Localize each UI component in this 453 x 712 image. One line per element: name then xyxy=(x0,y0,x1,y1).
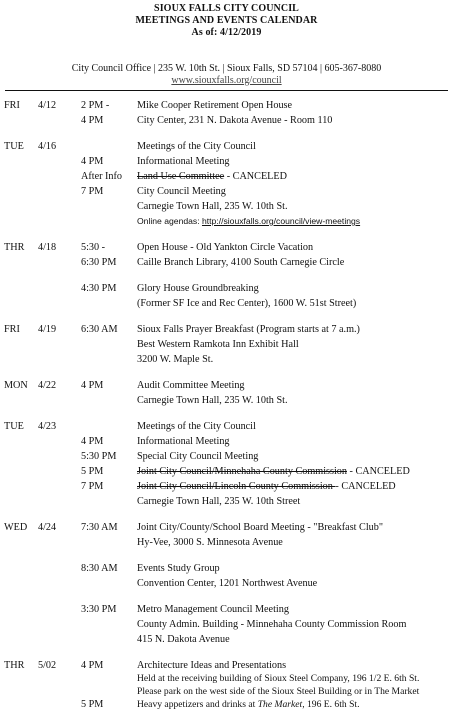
day-label: FRI xyxy=(4,100,20,111)
website-link[interactable]: www.siouxfalls.org/council xyxy=(171,75,282,86)
time-label: 7 PM xyxy=(81,186,104,197)
event-location: Carnegie Town Hall, 235 W. 10th St. xyxy=(137,201,288,212)
date-label: 4/23 xyxy=(38,421,57,432)
date-label: 4/24 xyxy=(38,522,57,533)
event-location: Hy-Vee, 3000 S. Minnesota Avenue xyxy=(137,537,283,548)
time-label: 6:30 AM xyxy=(81,324,118,335)
event-location: Best Western Ramkota Inn Exhibit Hall xyxy=(137,339,299,350)
time-label: 4 PM xyxy=(81,115,104,126)
online-agendas-link[interactable]: Online agendas: http://siouxfalls.org/council/view-meetings xyxy=(137,216,361,226)
event-location: Convention Center, 1201 Northwest Avenue xyxy=(137,578,318,589)
time-label: 4 PM xyxy=(81,380,104,391)
event-item: Informational Meeting xyxy=(137,436,230,447)
event-title: Open House - Old Yankton Circle Vacation xyxy=(137,242,314,253)
date-label: 4/19 xyxy=(38,324,57,335)
time-label: 2 PM - xyxy=(81,100,110,111)
day-label: THR xyxy=(4,660,25,671)
day-label: FRI xyxy=(4,324,20,335)
time-label: 4 PM xyxy=(81,660,104,671)
day-label: WED xyxy=(4,522,28,533)
event-location: County Admin. Building - Minnehaha County Commission Room xyxy=(137,619,407,630)
day-label: TUE xyxy=(4,421,24,432)
date-label: 4/12 xyxy=(38,100,57,111)
date-label: 4/22 xyxy=(38,380,57,391)
event-location: Carnegie Town Hall, 235 W. 10th St. xyxy=(137,395,288,406)
event-address: 3200 W. Maple St. xyxy=(137,354,214,365)
time-label: 5 PM xyxy=(81,466,104,477)
event-title: Audit Committee Meeting xyxy=(137,380,245,391)
event-title: Architecture Ideas and Presentations xyxy=(137,660,287,671)
as-of-date: As of: 4/12/2019 xyxy=(191,27,262,38)
date-label: 4/18 xyxy=(38,242,57,253)
event-title: Sioux Falls Prayer Breakfast (Program starts at 7 a.m.) xyxy=(137,324,360,335)
time-label: 7 PM xyxy=(81,481,104,492)
event-title: Glory House Groundbreaking xyxy=(137,283,259,294)
time-label: 5:30 - xyxy=(81,242,106,253)
header-divider xyxy=(5,90,448,91)
event-location: Held at the receiving building of Sioux Steel Company, 196 1/2 E. 6th St. xyxy=(137,673,420,684)
event-title: Mike Cooper Retirement Open House xyxy=(137,100,293,111)
time-label: 4 PM xyxy=(81,156,104,167)
office-contact: City Council Office | 235 W. 10th St. | Sioux Falls, SD 57104 | 605-367-8080 xyxy=(71,63,382,74)
event-location: City Center, 231 N. Dakota Avenue - Room 110 xyxy=(137,115,333,126)
time-label: 5:30 PM xyxy=(81,451,117,462)
date-label: 5/02 xyxy=(38,660,57,671)
time-label: 3:30 PM xyxy=(81,604,117,615)
event-location: Carnegie Town Hall, 235 W. 10th Street xyxy=(137,496,301,507)
time-label: 5 PM xyxy=(81,699,104,710)
time-label: 4 PM xyxy=(81,436,104,447)
event-item-canceled: Joint City Council/Lincoln County Commission - CANCELED xyxy=(137,481,396,492)
time-label: 6:30 PM xyxy=(81,257,117,268)
event-item-canceled: Joint City Council/Minnehaha County Commission - CANCELED xyxy=(137,466,410,477)
page-title: SIOUX FALLS CITY COUNCIL xyxy=(154,3,299,14)
event-location: (Former SF Ice and Rec Center), 1600 W. 51st Street) xyxy=(137,298,357,309)
day-label: THR xyxy=(4,242,25,253)
day-label: TUE xyxy=(4,141,24,152)
event-title: Meetings of the City Council xyxy=(137,141,256,152)
event-title: Meetings of the City Council xyxy=(137,421,256,432)
event-item: Special City Council Meeting xyxy=(137,451,259,462)
time-label: 4:30 PM xyxy=(81,283,117,294)
page-subtitle: MEETINGS AND EVENTS CALENDAR xyxy=(135,15,318,26)
event-item-canceled: Land Use Committee - CANCELED xyxy=(137,171,287,182)
event-title: Metro Management Council Meeting xyxy=(137,604,289,615)
time-label: 7:30 AM xyxy=(81,522,118,533)
event-note: Please park on the west side of the Sioux Steel Building or in The Market xyxy=(137,686,420,697)
event-item: City Council Meeting xyxy=(137,186,226,197)
event-address: 415 N. Dakota Avenue xyxy=(137,634,230,645)
date-label: 4/16 xyxy=(38,141,57,152)
event-title: Events Study Group xyxy=(137,563,220,574)
event-item: Heavy appetizers and drinks at The Market, 196 E. 6th St. xyxy=(137,699,360,710)
event-location: Caille Branch Library, 4100 South Carnegie Circle xyxy=(137,257,345,268)
time-label: After Info xyxy=(81,171,123,182)
time-label: 8:30 AM xyxy=(81,563,118,574)
event-title: Joint City/County/School Board Meeting - "Breakfast Club" xyxy=(137,522,384,533)
event-item: Informational Meeting xyxy=(137,156,230,167)
day-label: MON xyxy=(4,380,28,391)
